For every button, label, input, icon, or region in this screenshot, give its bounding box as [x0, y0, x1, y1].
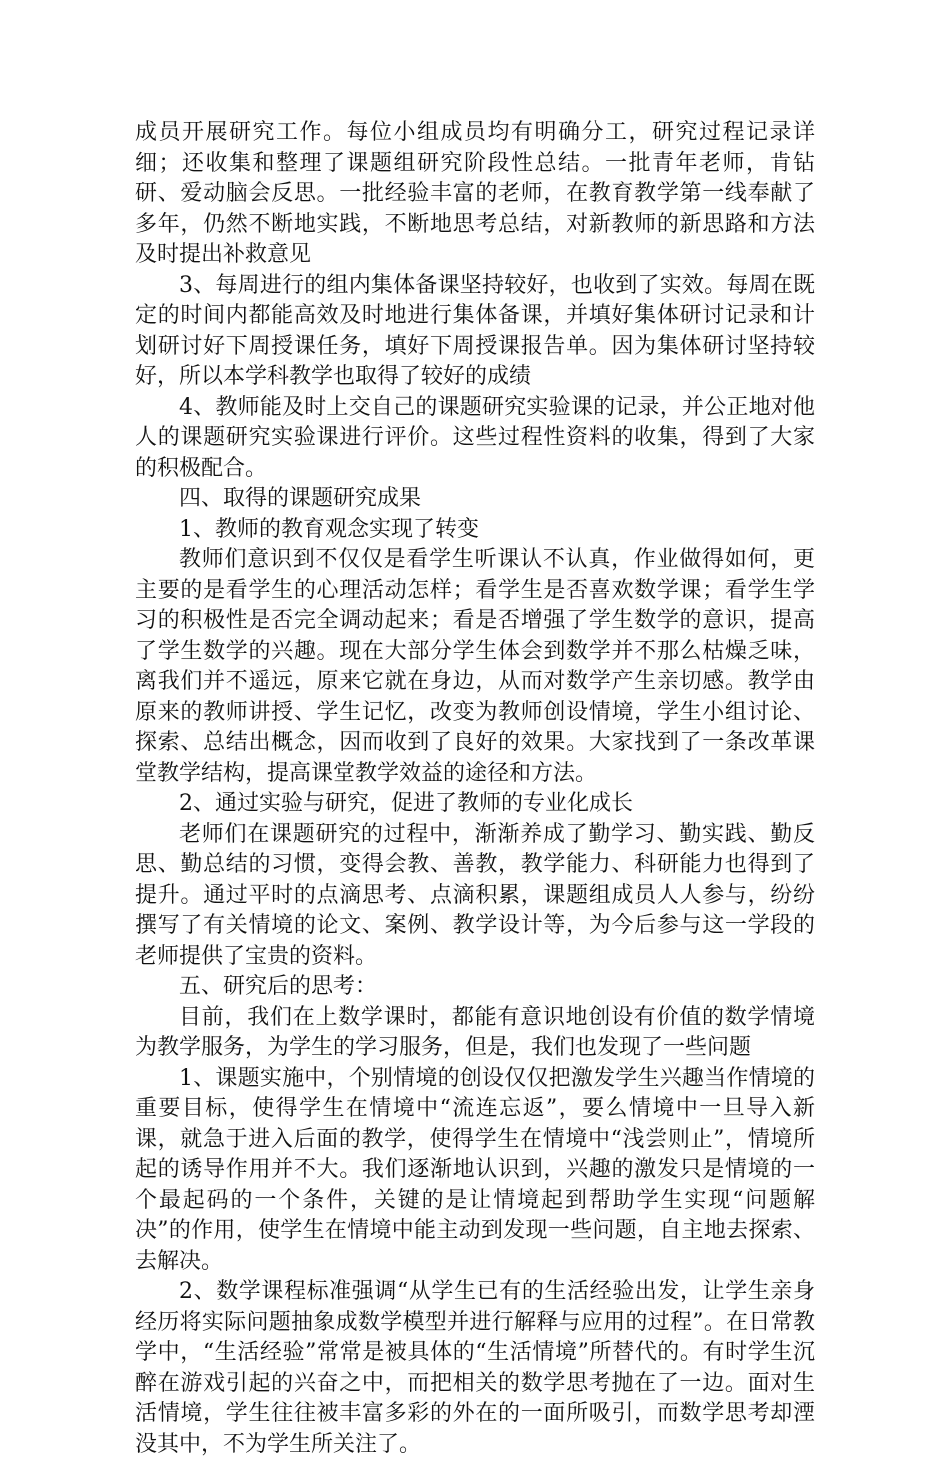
paragraph: 3、每周进行的组内集体备课坚持较好，也收到了实效。每周在既定的时间内都能高效及时地进行集体备课，并填好集体研讨记录和计划研讨好下周授课任务，填好下周授课报告单。因为集体研讨坚持较好，所以本学科教学也取得了较好的成绩: [135, 272, 815, 389]
paragraph: 4、教师能及时上交自己的课题研究实验课的记录，并公正地对他人的课题研究实验课进行评价。这些过程性资料的收集，得到了大家的积极配合。: [135, 394, 815, 481]
paragraph: 成员开展研究工作。每位小组成员均有明确分工，研究过程记录详细；还收集和整理了课题组研究阶段性总结。一批青年老师，肯钻研、爱动脑会反思。一批经验丰富的老师，在教育教学第一线奉献了多年，仍然不断地实践，不断地思考总结，对新教师的新思路和方法及时提出补救意见: [135, 120, 815, 267]
section-heading: 四、取得的课题研究成果: [179, 486, 422, 511]
paragraph: 教师们意识到不仅仅是看学生听课认不认真，作业做得如何，更主要的是看学生的心理活动怎样；看学生是否喜欢数学课；看学生学习的积极性是否完全调动起来；看是否增强了学生数学的意识，提高了学生数学的兴趣。现在大部分学生体会到数学并不那么枯燥乏味，离我们并不遥远，原来它就在身边，从而对数学产生亲切感。教学由原来的教师讲授、学生记忆，改变为教师创设情境，学生小组讨论、探索、总结出概念，因而收到了良好的效果。大家找到了一条改革课堂教学结构，提高课堂教学效益的途径和方法。: [135, 547, 815, 786]
document-body: [135, 118, 815, 1460]
paragraph: 老师们在课题研究的过程中，渐渐养成了勤学习、勤实践、勤反思、勤总结的习惯，变得会教、善教，教学能力、科研能力也得到了提升。通过平时的点滴思考、点滴积累，课题组成员人人参与，纷纷撰写了有关情境的论文、案例、教学设计等，为今后参与这一学段的老师提供了宝贵的资料。: [135, 821, 815, 969]
paragraph: 1、课题实施中，个别情境的创设仅仅把激发学生兴趣当作情境的重要目标，使得学生在情境中“流连忘返”，要么情境中一旦导入新课，就急于进入后面的教学，使得学生在情境中“浅尝则止”，情境所起的诱导作用并不大。我们逐渐地认识到，兴趣的激发只是情境的一个最起码的一个条件，关键的是让情境起到帮助学生实现“问题解决”的作用，使学生在情境中能主动到发现一些问题，自主地去探索、去解决。: [135, 1065, 815, 1274]
section-heading: 五、研究后的思考：: [179, 974, 378, 999]
subsection-heading: 2、通过实验与研究，促进了教师的专业化成长: [179, 791, 633, 816]
subsection-heading: 1、教师的教育观念实现了转变: [179, 516, 479, 542]
paragraph: 目前，我们在上数学课时，都能有意识地创设有价值的数学情境为教学服务，为学生的学习服务，但是，我们也发现了一些问题: [135, 1004, 815, 1060]
paragraph: 2、数学课程标准强调“从学生已有的生活经验出发，让学生亲身经历将实际问题抽象成数学模型并进行解释与应用的过程”。在日常教学中，“生活经验”常常是被具体的“生活情境”所替代的。有时学生沉醉在游戏引起的兴奋之中，而把相关的数学思考抛在了一边。面对生活情境，学生往往被丰富多彩的外在的一面所吸引，而数学思考却湮没其中，不为学生所关注了。: [135, 1279, 815, 1457]
